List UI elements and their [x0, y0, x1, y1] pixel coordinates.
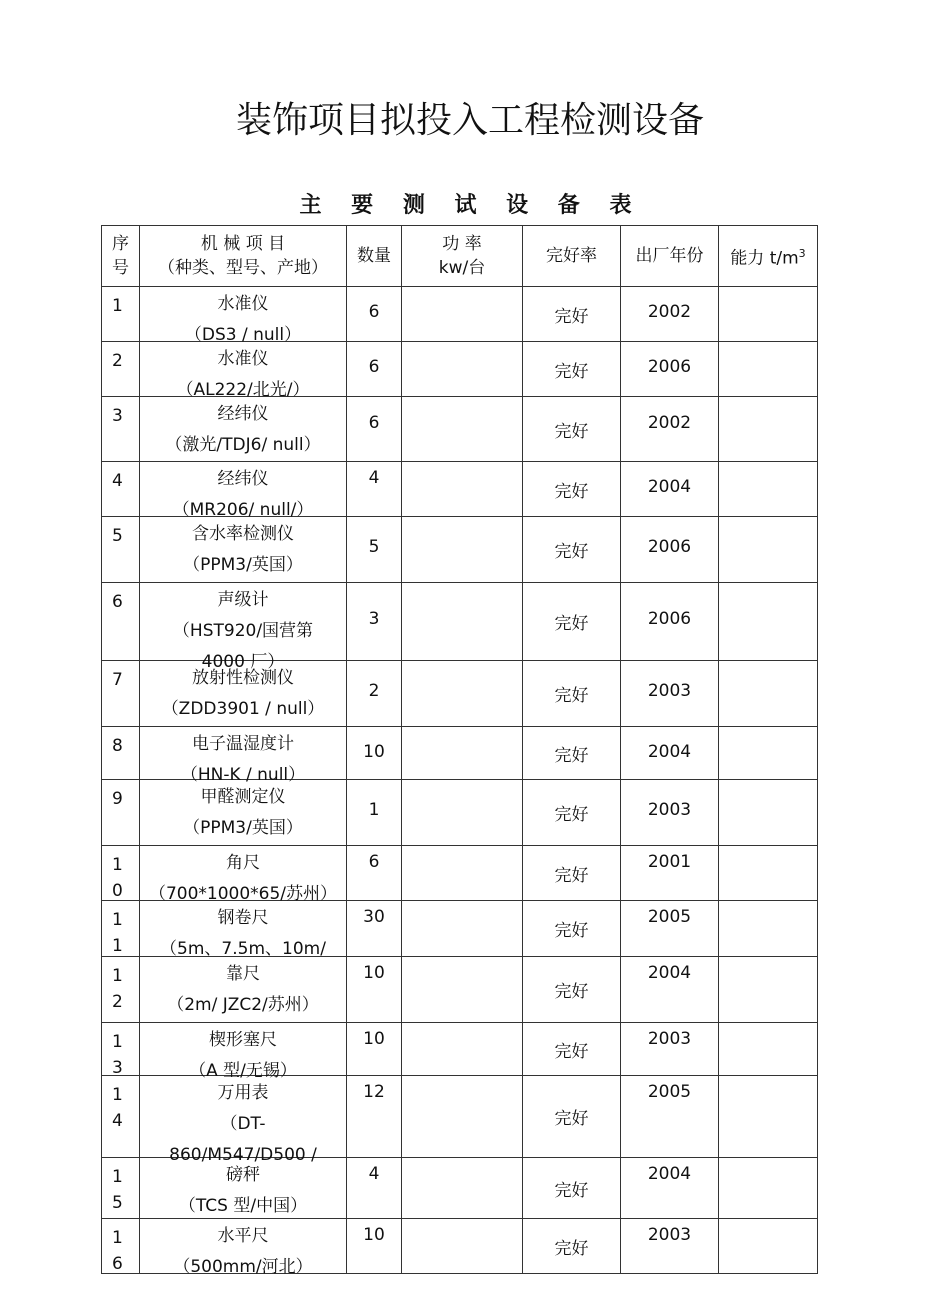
- row-index: [102, 342, 140, 397]
- row-index: [102, 462, 140, 517]
- row-quantity: [347, 287, 402, 342]
- row-equipment-spec: （A 型/无锡）: [189, 1061, 297, 1081]
- row-index: [102, 287, 140, 342]
- row-quantity: [347, 397, 402, 462]
- row-equipment-name: 角尺: [226, 853, 260, 873]
- row-quantity-text: 3: [368, 609, 380, 629]
- table-header-row: [102, 226, 818, 287]
- row-capacity: [719, 1219, 818, 1274]
- row-capacity: [719, 397, 818, 462]
- row-index: [102, 780, 140, 846]
- row-quantity: [347, 727, 402, 780]
- row-condition: 完好: [523, 846, 621, 901]
- header-name-line1: 机 械 项 目: [200, 234, 286, 254]
- table-row: [102, 727, 818, 780]
- header-year: 出厂年份: [621, 226, 719, 287]
- row-equipment-spec: （MR206/ null/）: [172, 500, 314, 520]
- table-row: [102, 462, 818, 517]
- row-index: [102, 1076, 140, 1158]
- table-row: [102, 583, 818, 661]
- row-quantity: [347, 780, 402, 846]
- row-year: [621, 397, 719, 462]
- row-index-text: 2: [112, 351, 123, 371]
- header-index-line1: 序: [112, 234, 129, 254]
- row-equipment: [140, 342, 347, 400]
- row-quantity: [347, 1076, 402, 1158]
- row-power: [402, 583, 523, 661]
- row-quantity: [347, 583, 402, 661]
- row-power: [402, 342, 523, 397]
- row-index: [102, 1158, 140, 1219]
- row-quantity-text: 4: [368, 1164, 380, 1184]
- table-row: [102, 517, 818, 583]
- header-capacity: [719, 226, 818, 287]
- row-year: [621, 780, 719, 846]
- row-quantity: [347, 1023, 402, 1076]
- row-equipment-spec: （TCS 型/中国）: [178, 1196, 308, 1216]
- row-quantity-text: 10: [363, 963, 385, 983]
- row-condition: 完好: [523, 287, 621, 342]
- row-index-text: 1: [112, 296, 123, 316]
- table-row: [102, 1023, 818, 1076]
- header-capacity-text: 能力 t/m: [730, 248, 799, 269]
- row-capacity: [719, 901, 818, 957]
- table-row: [102, 957, 818, 1023]
- row-year: [621, 661, 719, 727]
- header-name-line2: （种类、型号、产地）: [158, 258, 328, 278]
- row-capacity: [719, 1076, 818, 1158]
- row-year: [621, 287, 719, 342]
- row-equipment: [140, 1219, 347, 1277]
- row-capacity: [719, 780, 818, 846]
- row-year-text: 2002: [647, 302, 692, 322]
- header-quantity: 数量: [347, 226, 402, 287]
- row-equipment-spec: （DT-: [220, 1114, 266, 1134]
- row-condition: 完好: [523, 661, 621, 727]
- row-year-text: 2005: [647, 907, 692, 927]
- row-capacity: [719, 846, 818, 901]
- header-index: [102, 226, 140, 287]
- row-year-text: 2002: [647, 413, 692, 433]
- row-year-text: 2005: [647, 1082, 692, 1102]
- row-equipment: [140, 727, 347, 785]
- row-index: [102, 727, 140, 780]
- row-quantity-text: 30: [363, 907, 385, 927]
- row-condition: 完好: [523, 780, 621, 846]
- row-index: [102, 661, 140, 727]
- row-year: [621, 1023, 719, 1076]
- row-equipment-spec: （700*1000*65/苏州）: [148, 884, 338, 904]
- row-condition: 完好: [523, 1219, 621, 1274]
- row-quantity-text: 5: [368, 537, 380, 557]
- row-equipment-spec: （PPM3/英国）: [183, 818, 303, 838]
- row-power: [402, 1219, 523, 1274]
- row-quantity: [347, 901, 402, 957]
- row-year-text: 2004: [647, 477, 692, 497]
- row-power: [402, 287, 523, 342]
- row-equipment-spec: （AL222/北光/）: [176, 380, 310, 400]
- row-year: [621, 957, 719, 1023]
- row-condition: 完好: [523, 583, 621, 661]
- row-capacity: [719, 517, 818, 583]
- row-equipment-name: 楔形塞尺: [209, 1030, 277, 1050]
- row-quantity: [347, 1219, 402, 1274]
- row-quantity: [347, 846, 402, 901]
- row-index-text: 9: [112, 789, 123, 809]
- row-power: [402, 1158, 523, 1219]
- table-body: [102, 287, 818, 1277]
- row-power: [402, 957, 523, 1023]
- row-capacity: [719, 462, 818, 517]
- row-equipment: [140, 287, 347, 345]
- row-index-text: 14: [112, 1085, 123, 1131]
- row-equipment-spec: （HN-K / null）: [180, 765, 306, 785]
- row-year: [621, 1219, 719, 1274]
- row-equipment: [140, 957, 347, 1023]
- row-equipment-name: 电子温湿度计: [192, 734, 294, 754]
- row-equipment: [140, 583, 347, 672]
- row-equipment-spec: （500mm/河北）: [173, 1257, 313, 1277]
- row-power: [402, 1076, 523, 1158]
- row-quantity-text: 6: [368, 357, 380, 377]
- row-equipment-name: 经纬仪: [217, 469, 269, 489]
- row-quantity-text: 6: [368, 302, 380, 322]
- table-row: [102, 287, 818, 342]
- row-index-text: 13: [112, 1032, 123, 1078]
- row-year-text: 2006: [647, 357, 692, 377]
- row-year-text: 2004: [647, 742, 692, 762]
- row-equipment-spec: （5m、7.5m、10m/: [160, 939, 326, 959]
- row-power: [402, 462, 523, 517]
- row-equipment-name: 钢卷尺: [217, 908, 269, 928]
- row-quantity-text: 10: [363, 1225, 385, 1245]
- row-condition: 完好: [523, 1158, 621, 1219]
- row-year: [621, 517, 719, 583]
- row-power: [402, 846, 523, 901]
- row-index: [102, 846, 140, 901]
- row-quantity: [347, 661, 402, 727]
- equipment-table: [101, 225, 818, 1277]
- table-row: [102, 846, 818, 901]
- row-year-text: 2004: [647, 963, 692, 983]
- row-power: [402, 397, 523, 462]
- row-equipment-name: 万用表: [217, 1083, 269, 1103]
- row-equipment-name: 水准仪: [217, 294, 269, 314]
- row-quantity-text: 1: [368, 800, 380, 820]
- row-equipment-spec: （激光/TDJ6/ null）: [165, 435, 321, 455]
- row-quantity-text: 10: [363, 1029, 385, 1049]
- row-quantity: [347, 342, 402, 397]
- row-capacity: [719, 583, 818, 661]
- row-power: [402, 901, 523, 957]
- row-equipment: [140, 1023, 347, 1081]
- table-row: [102, 780, 818, 846]
- row-year-text: 2004: [647, 1164, 692, 1184]
- document-title: 装饰项目拟投入工程检测设备: [235, 100, 704, 141]
- row-condition: 完好: [523, 901, 621, 957]
- row-equipment-name: 含水率检测仪: [192, 524, 294, 544]
- row-year-text: 2003: [647, 1029, 692, 1049]
- row-year-text: 2003: [647, 800, 692, 820]
- row-index-text: 5: [112, 526, 123, 546]
- table-row: [102, 1076, 818, 1158]
- row-capacity: [719, 287, 818, 342]
- row-quantity: [347, 1158, 402, 1219]
- row-equipment-name: 经纬仪: [217, 404, 269, 424]
- row-index-text: 4: [112, 471, 123, 491]
- row-quantity-text: 6: [368, 852, 380, 872]
- row-year: [621, 342, 719, 397]
- row-capacity: [719, 1023, 818, 1076]
- row-year: [621, 901, 719, 957]
- row-capacity: [719, 342, 818, 397]
- row-capacity: [719, 727, 818, 780]
- row-quantity: [347, 517, 402, 583]
- row-quantity-text: 10: [363, 742, 385, 762]
- row-year-text: 2006: [647, 537, 692, 557]
- row-equipment-name: 磅秤: [226, 1165, 260, 1185]
- row-index-text: 7: [112, 670, 123, 690]
- row-capacity: [719, 661, 818, 727]
- row-power: [402, 1023, 523, 1076]
- row-year: [621, 846, 719, 901]
- row-index: [102, 1023, 140, 1076]
- row-quantity: [347, 957, 402, 1023]
- row-index: [102, 1219, 140, 1274]
- row-equipment: [140, 462, 347, 520]
- row-quantity-text: 4: [368, 468, 380, 488]
- row-condition: 完好: [523, 342, 621, 397]
- row-index: [102, 583, 140, 661]
- row-index: [102, 517, 140, 583]
- row-power: [402, 780, 523, 846]
- header-power-line1: 功 率: [442, 234, 482, 254]
- header-power-line2: kw/台: [438, 258, 486, 278]
- row-year: [621, 1076, 719, 1158]
- row-power: [402, 661, 523, 727]
- row-index-text: 11: [112, 910, 123, 956]
- row-equipment-name: 放射性检测仪: [192, 668, 294, 688]
- row-equipment: [140, 780, 347, 846]
- row-index-text: 3: [112, 406, 123, 426]
- row-condition: 完好: [523, 727, 621, 780]
- row-index-text: 15: [112, 1167, 123, 1213]
- row-index-text: 8: [112, 736, 123, 756]
- row-condition: 完好: [523, 397, 621, 462]
- row-equipment: [140, 397, 347, 462]
- row-year-text: 2003: [647, 1225, 692, 1245]
- row-condition: 完好: [523, 1023, 621, 1076]
- table-row: [102, 1219, 818, 1274]
- row-quantity-text: 6: [368, 413, 380, 433]
- row-equipment: [140, 846, 347, 904]
- table-row: [102, 661, 818, 727]
- row-index-text: 10: [112, 855, 123, 901]
- row-year: [621, 727, 719, 780]
- row-condition: 完好: [523, 462, 621, 517]
- row-equipment-spec: （2m/ JZC2/苏州）: [167, 995, 319, 1015]
- row-year-text: 2001: [647, 852, 692, 872]
- row-year-text: 2006: [647, 609, 692, 629]
- row-capacity: [719, 1158, 818, 1219]
- row-equipment-spec-cont: 4000 厂）: [201, 652, 285, 672]
- table-row: [102, 397, 818, 462]
- row-power: [402, 517, 523, 583]
- row-year: [621, 1158, 719, 1219]
- row-index-text: 6: [112, 592, 123, 612]
- row-equipment-name: 水准仪: [217, 349, 269, 369]
- header-index-line2: 号: [112, 258, 129, 278]
- row-equipment-spec: （DS3 / null）: [184, 325, 302, 345]
- header-condition: 完好率: [523, 226, 621, 287]
- row-condition: 完好: [523, 517, 621, 583]
- row-capacity: [719, 957, 818, 1023]
- row-quantity-text: 12: [363, 1082, 385, 1102]
- row-year: [621, 583, 719, 661]
- row-equipment: [140, 1076, 347, 1165]
- row-year: [621, 462, 719, 517]
- row-equipment: [140, 661, 347, 727]
- row-equipment-name: 甲醛测定仪: [200, 787, 286, 807]
- row-equipment-spec: （HST920/国营第: [172, 621, 314, 641]
- header-power: [402, 226, 523, 287]
- row-condition: 完好: [523, 1076, 621, 1158]
- row-equipment-name: 水平尺: [217, 1226, 269, 1246]
- row-index: [102, 397, 140, 462]
- row-quantity: [347, 462, 402, 517]
- row-equipment-name: 靠尺: [226, 964, 260, 984]
- table-title: 主 要 测 试 设 备 表: [299, 193, 643, 218]
- row-quantity-text: 2: [368, 681, 380, 701]
- header-name: [140, 226, 347, 287]
- row-year-text: 2003: [647, 681, 692, 701]
- row-equipment-name: 声级计: [217, 590, 269, 610]
- row-power: [402, 727, 523, 780]
- row-equipment-spec: （ZDD3901 / null）: [161, 699, 325, 719]
- row-equipment-spec-cont: 860/M547/D500 /: [169, 1145, 317, 1165]
- row-index-text: 16: [112, 1228, 123, 1274]
- header-capacity-sup: 3: [798, 246, 806, 260]
- row-index: [102, 957, 140, 1023]
- row-equipment: [140, 517, 347, 583]
- row-equipment-spec: （PPM3/英国）: [183, 555, 303, 575]
- row-index-text: 12: [112, 966, 123, 1012]
- row-index: [102, 901, 140, 957]
- row-condition: 完好: [523, 957, 621, 1023]
